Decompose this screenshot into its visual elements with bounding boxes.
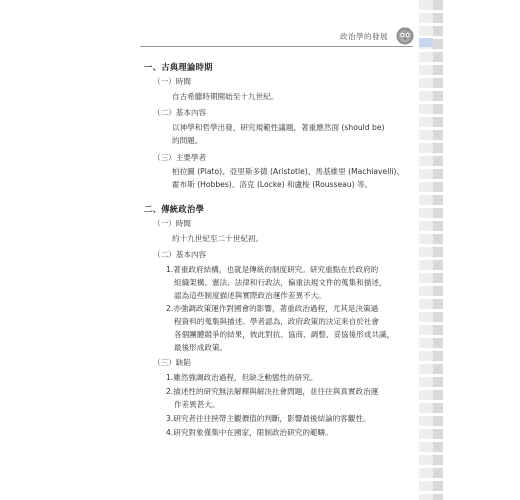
body-line: 組織架構、憲法、法律和行政法，偏重法規文件的蒐集和描述， — [174, 278, 387, 287]
page-edge-stripes — [433, 0, 443, 500]
owl-emblem-icon — [395, 25, 415, 45]
body-line: 柏拉圖 (Plato)、亞里斯多德 (Aristotle)、馬基維里 (Machiavelli)、 — [172, 167, 405, 176]
body-line: 3.研究者往往挾帶主觀價值的判斷，影響最後結論的客觀性。 — [166, 414, 371, 423]
running-header-title: 政治學的發展 — [340, 32, 388, 41]
body-line: 1.著重政府結構，也就是傳統的制度研究。研究重點在於政府的 — [166, 265, 379, 274]
subsection-heading: （三）主要學者 — [153, 153, 207, 162]
subsection-heading: （三）缺陷 — [153, 358, 191, 367]
body-line: 2.亦強調政策運作對國會的影響，著重政治過程，尤其是決策過 — [166, 304, 379, 313]
section-heading: 二、傳統政治學 — [144, 204, 205, 214]
subsection-heading: （一）時間 — [153, 219, 191, 228]
body-line: 4.研究對象僅集中在國家，限制政治研究的範疇。 — [166, 428, 333, 437]
section-heading: 一、古典理論時期 — [144, 62, 213, 72]
header-rule — [140, 46, 413, 47]
body-line: 程資料的蒐集與描述。學者認為，政府政策的決定來自於社會 — [174, 317, 380, 326]
body-line: 以神學和哲學出發，研究規範性議題，著重應然面 (should be) — [172, 123, 385, 132]
body-line: 自古希臘時期開始至十九世紀。 — [172, 92, 279, 101]
body-line: 最後形成政策。 — [174, 343, 228, 352]
body-line: 各個團體競爭的結果，彼此對抗、協商、調整、妥協後形成共識， — [174, 330, 395, 339]
body-line: 認為這些制度描述與實際政治運作差異不大。 — [174, 291, 326, 300]
subsection-heading: （一）時間 — [153, 77, 191, 86]
chapter-tab-marker — [419, 38, 433, 47]
body-line: 2.描述性的研究無法解釋與解決社會問題，並往往與真實政治運 — [166, 387, 379, 396]
body-line: 的問題。 — [172, 136, 203, 145]
subsection-heading: （二）基本內容 — [153, 250, 207, 259]
subsection-heading: （二）基本內容 — [153, 108, 207, 117]
page-edge-rail — [419, 0, 433, 500]
body-line: 約十九世紀至二十世紀初。 — [172, 234, 264, 243]
body-line: 1.雖然強調政治過程，但缺乏動態性的研究。 — [166, 373, 318, 382]
body-line: 作差異甚大。 — [174, 400, 220, 409]
body-line: 霍布斯 (Hobbes)、洛克 (Locke) 和盧梭 (Rousseau) 等。 — [172, 180, 373, 189]
